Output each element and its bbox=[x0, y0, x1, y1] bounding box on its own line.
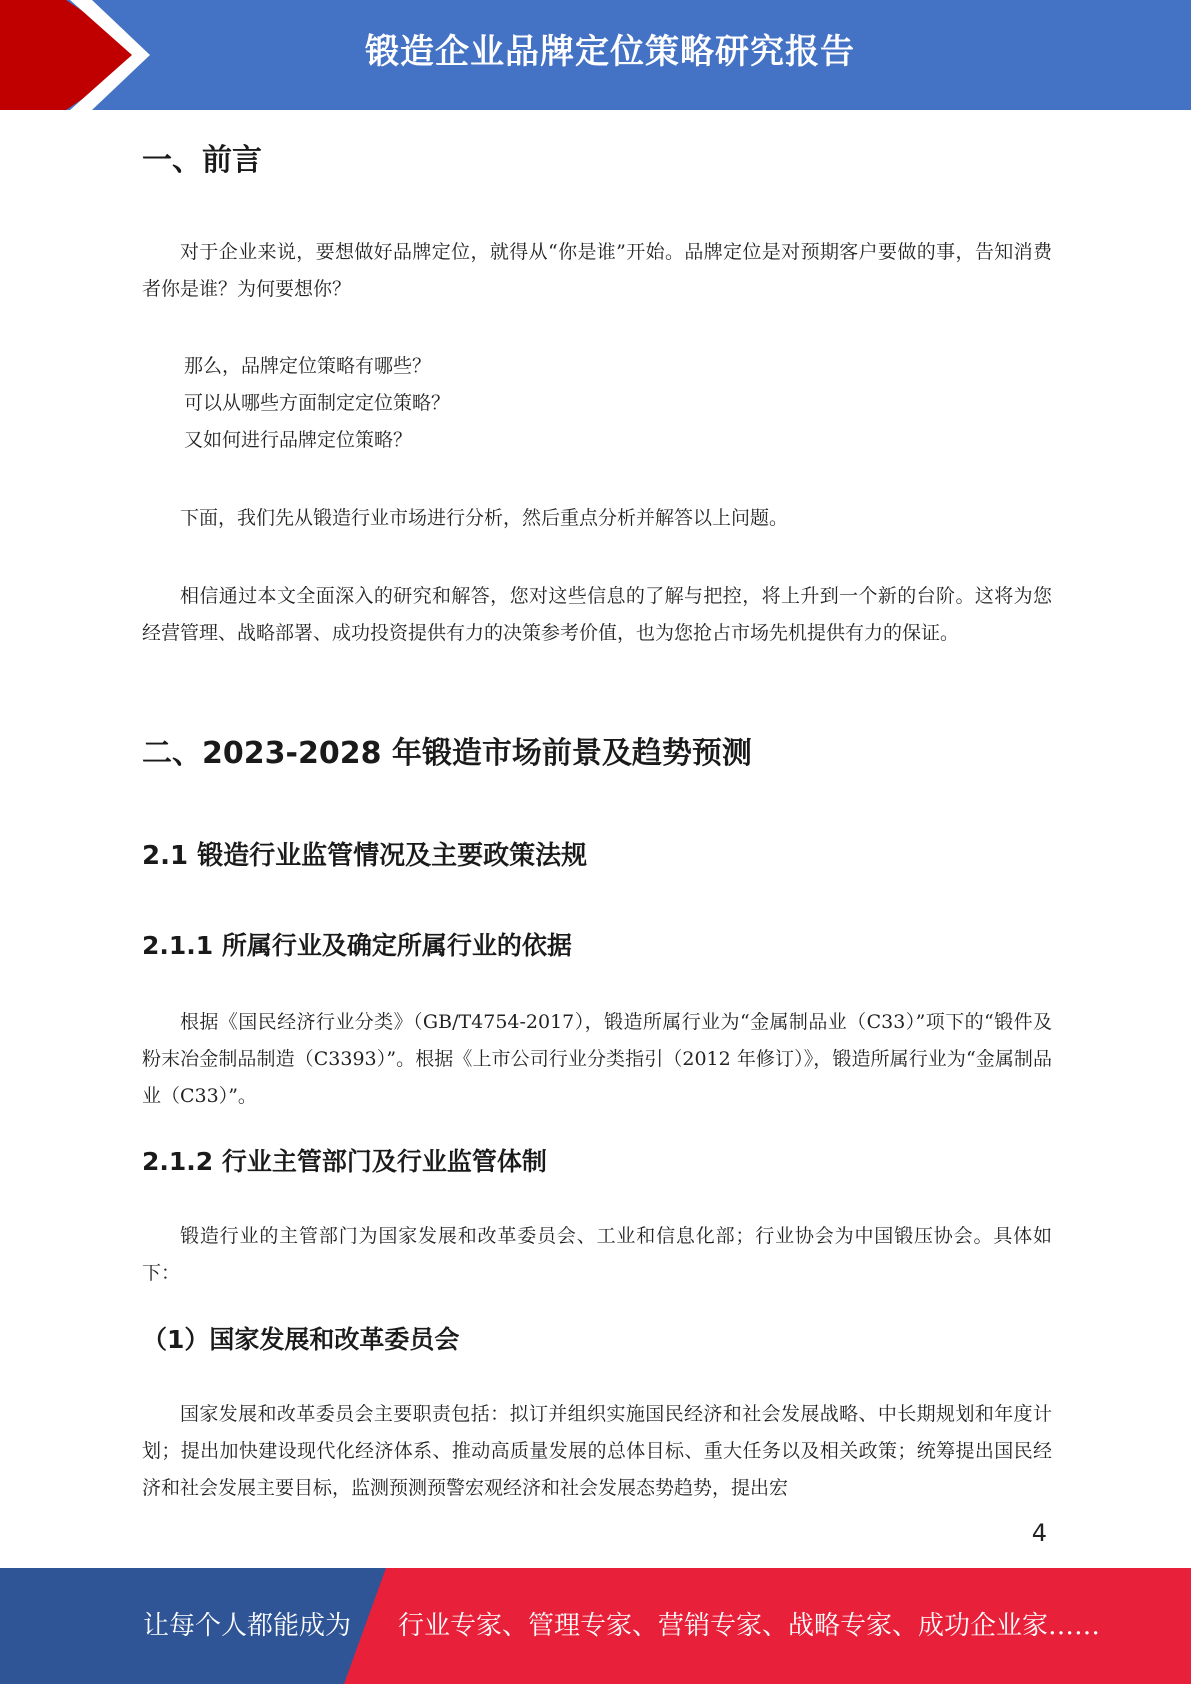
section-2-1-heading: 2.1 锻造行业监管情况及主要政策法规 bbox=[142, 841, 588, 871]
section-2-1-2-heading: 2.1.2 行业主管部门及行业监管体制 bbox=[142, 1147, 547, 1176]
footer-slogan-right: 行业专家、管理专家、营销专家、战略专家、成功企业家…… bbox=[398, 1611, 1101, 1641]
page-header bbox=[0, 0, 1191, 110]
ndrc-paragraph: 国家发展和改革委员会主要职责包括：拟订并组织实施国民经济和社会发展战略、中长期规划和年度计划；提出加快建设现代化经济体系、推动高质量发展的总体目标、重大任务以及相关政策；统筹提出国民经济和社会发展主要目标，监测预测预警宏观经济和社会发展态势趋势，提出宏 bbox=[142, 1403, 1052, 1499]
question-3: 又如何进行品牌定位策略？ bbox=[184, 429, 413, 451]
section-2-1-1-heading: 2.1.1 所属行业及确定所属行业的依据 bbox=[142, 931, 572, 960]
preface-paragraph-3: 相信通过本文全面深入的研究和解答，您对这些信息的了解与把控，将上升到一个新的台阶。这将为您经营管理、战略部署、成功投资提供有力的决策参考价值，也为您抢占市场先机提供有力的保证。 bbox=[142, 585, 1052, 644]
forecast-heading: 二、2023-2028 年锻造市场前景及趋势预测 bbox=[142, 736, 752, 771]
question-1: 那么，品牌定位策略有哪些？ bbox=[184, 355, 432, 377]
ndrc-heading: （1）国家发展和改革委员会 bbox=[142, 1325, 460, 1354]
section-2-1-2-paragraph: 锻造行业的主管部门为国家发展和改革委员会、工业和信息化部；行业协会为中国锻压协会。具体如下： bbox=[142, 1225, 1052, 1284]
preface-heading: 一、前言 bbox=[142, 143, 262, 178]
question-2: 可以从哪些方面制定定位策略？ bbox=[184, 392, 451, 414]
report-title: 锻造企业品牌定位策略研究报告 bbox=[365, 32, 855, 72]
page-footer bbox=[0, 1568, 1191, 1684]
footer-slogan-left: 让每个人都能成为 bbox=[143, 1611, 352, 1641]
preface-paragraph-1: 对于企业来说，要想做好品牌定位，就得从“你是谁”开始。品牌定位是对预期客户要做的事，告知消费者你是谁？为何要想你？ bbox=[142, 241, 1052, 300]
page-number: 4 bbox=[1031, 1519, 1047, 1547]
section-2-1-1-paragraph: 根据《国民经济行业分类》（GB/T4754-2017），锻造所属行业为“金属制品业（C33）”项下的“锻件及粉末冶金制品制造（C3393）”。根据《上市公司行业分类指引（2012 年修订）》，锻造所属行业为“金属制品业（C33）”。 bbox=[142, 1011, 1052, 1107]
preface-paragraph-2: 下面，我们先从锻造行业市场进行分析，然后重点分析并解答以上问题。 bbox=[180, 507, 789, 529]
